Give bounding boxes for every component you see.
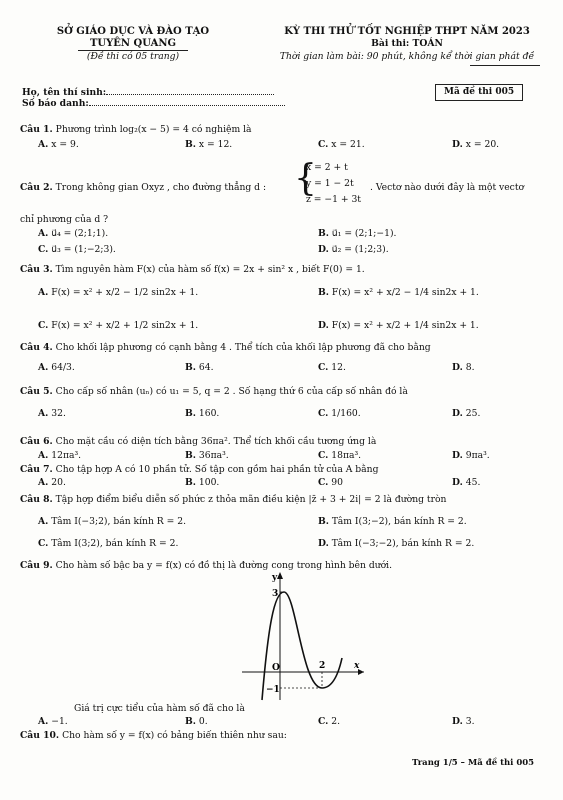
cubic-curve (262, 592, 342, 700)
label-x-root: 2 (319, 661, 326, 671)
y-axis-label: y (272, 573, 278, 583)
candidate-name-dots (106, 86, 274, 95)
q1-option-c: C. x = 21. (318, 139, 365, 150)
question-4: Câu 4. Cho khối lập phương có cạnh bằng 4 . Thể tích của khối lập phương đã cho bằng (20, 342, 431, 353)
department-line2: TUYÊN QUANG (89, 38, 177, 49)
q3-option-a: A. F(x) = x² + x/2 − 1/2 sin2x + 1. (38, 287, 199, 298)
candidate-name-label: Họ, tên thí sinh: (22, 87, 107, 98)
q1-option-b: B. x = 12. (185, 139, 233, 150)
q2-option-d: D. u⃗₂ = (1;2;3). (318, 244, 389, 255)
question-5: Câu 5. Cho cấp số nhân (uₙ) có u₁ = 5, q = 2 . Số hạng thứ 6 của cấp số nhân đó là (20, 386, 408, 397)
q7-option-a: A. 20. (38, 477, 66, 488)
page-footer: Trang 1/5 – Mã đề thi 005 (412, 758, 535, 768)
q6-option-c: C. 18πa³. (318, 450, 362, 461)
system-brace: { (294, 158, 317, 199)
q3-option-c: C. F(x) = x² + x/2 + 1/2 sin2x + 1. (38, 320, 199, 331)
q3-option-b: B. F(x) = x² + x/2 − 1/4 sin2x + 1. (318, 287, 479, 298)
department-line1: SỞ GIÁO DỤC VÀ ĐÀO TẠO (56, 26, 210, 37)
q7-option-d: D. 45. (452, 477, 481, 488)
q1-text: Phương trình log₂(x − 5) = 4 có nghiệm là (55, 124, 252, 135)
q2-option-a: A. u⃗₄ = (2;1;1). (38, 228, 109, 239)
pages-note: (Đề thi có 05 trang) (86, 51, 180, 62)
q4-option-b: B. 64. (185, 362, 214, 373)
label-y-max: 3 (272, 589, 279, 599)
candidate-id-label: Số báo danh: (22, 98, 89, 109)
exam-subject: Bài thi: TOÁN (371, 38, 443, 49)
question-1 (20, 124, 252, 136)
q1-label: Câu 1. (20, 124, 53, 135)
q5-option-d: D. 25. (452, 408, 481, 419)
q9-option-a: A. −1. (38, 716, 68, 727)
question-2: Câu 2. Trong không gian Oxyz , cho đường thẳng d : (20, 182, 267, 193)
q6-option-b: B. 36πa³. (185, 450, 229, 461)
q8-option-c: C. Tâm I(3;2), bán kính R = 2. (38, 538, 179, 549)
question-8: Câu 8. Tập hợp điểm biểu diễn số phức z thỏa mãn điều kiện |z̄ + 3 + 2i| = 2 là đường tròn (20, 494, 447, 505)
line-equation-z: z = −1 + 3t (306, 194, 361, 205)
q7-option-b: B. 100. (185, 477, 220, 488)
q8-option-b: B. Tâm I(3;−2), bán kính R = 2. (318, 516, 467, 527)
q5-option-b: B. 160. (185, 408, 220, 419)
q9-text-after: Giá trị cực tiểu của hàm số đã cho là (74, 703, 245, 714)
x-axis-label: x (354, 661, 360, 671)
q1-option-d: D. x = 20. (452, 139, 500, 150)
q2-option-c: C. u⃗₃ = (1;−2;3). (38, 244, 116, 255)
q4-option-d: D. 8. (452, 362, 475, 373)
y-axis-arrow (277, 572, 283, 579)
header-divider-right (470, 65, 540, 66)
header-divider-left (78, 50, 188, 51)
candidate-id-dots (89, 97, 285, 106)
q4-option-c: C. 12. (318, 362, 346, 373)
exam-title: KỲ THI THỬ TỐT NGHIỆP THPT NĂM 2023 (284, 26, 530, 37)
question-10: Câu 10. Cho hàm số y = f(x) có bảng biến thiên như sau: (20, 730, 287, 741)
exam-code-box: Mã đề thi 005 (435, 84, 523, 101)
candidate-id-row (22, 97, 285, 110)
q3-option-d: D. F(x) = x² + x/2 + 1/4 sin2x + 1. (318, 320, 479, 331)
q8-option-d: D. Tâm I(−3;−2), bán kính R = 2. (318, 538, 475, 549)
line-equation-x: x = 2 + t (306, 162, 348, 173)
cubic-graph (238, 568, 368, 704)
label-y-min: −1 (266, 685, 280, 695)
q9-option-c: C. 2. (318, 716, 341, 727)
question-7: Câu 7. Cho tập hợp A có 10 phần tử. Số tập con gồm hai phần tử của A bằng (20, 464, 379, 475)
q2-text-after: . Vectơ nào dưới đây là một vectơ (370, 182, 525, 193)
q7-option-c: C. 90 (318, 477, 343, 488)
q8-option-a: A. Tâm I(−3;2), bán kính R = 2. (38, 516, 187, 527)
question-9: Câu 9. Cho hàm số bậc ba y = f(x) có đồ thị là đường cong trong hình bên dưới. (20, 560, 393, 571)
origin-label: O (272, 663, 280, 673)
q9-option-b: B. 0. (185, 716, 208, 727)
q6-option-a: A. 12πa³. (38, 450, 82, 461)
q2-text-cont: chỉ phương của d ? (20, 214, 109, 225)
q1-option-a: A. x = 9. (38, 139, 79, 150)
q9-option-d: D. 3. (452, 716, 475, 727)
question-6: Câu 6. Cho mặt cầu có diện tích bằng 36πa². Thể tích khối cầu tương ứng là (20, 436, 377, 447)
q4-option-a: A. 64/3. (38, 362, 75, 373)
line-equation-y: y = 1 − 2t (306, 178, 354, 189)
q5-option-a: A. 32. (38, 408, 66, 419)
q2-option-b: B. u⃗₁ = (2;1;−1). (318, 228, 397, 239)
question-3: Câu 3. Tìm nguyên hàm F(x) của hàm số f(x) = 2x + sin² x , biết F(0) = 1. (20, 264, 365, 275)
exam-time-note: Thời gian làm bài: 90 phút, không kể thời gian phát đề (279, 51, 535, 62)
q6-option-d: D. 9πa³. (452, 450, 490, 461)
q5-option-c: C. 1/160. (318, 408, 361, 419)
